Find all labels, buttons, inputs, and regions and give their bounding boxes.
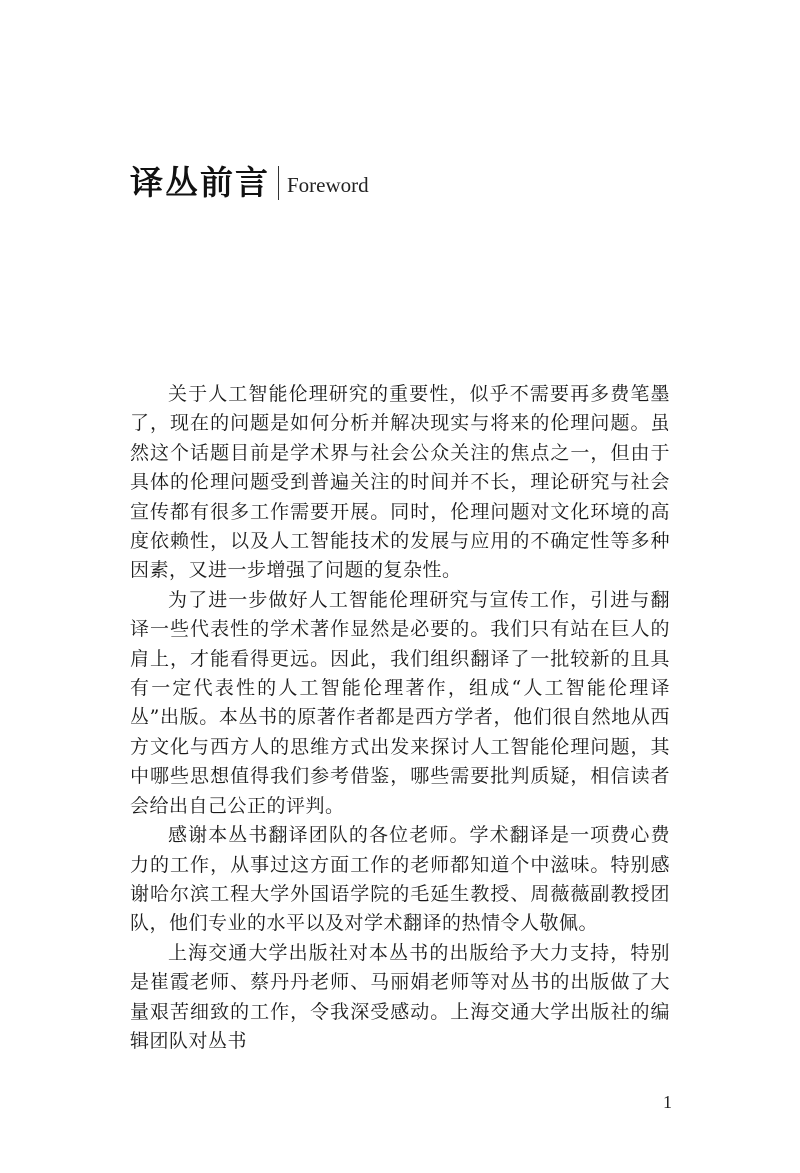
page-number: 1	[663, 1092, 672, 1112]
title-divider	[278, 166, 279, 200]
paragraph: 为了进一步做好人工智能伦理研究与宣传工作，引进与翻译一些代表性的学术著作显然是必要的。我们只有站在巨人的肩上，才能看得更远。因此，我们组织翻译了一批较新的且具有一定代表性的人工智能伦理著作，组成“人工智能伦理译丛”出版。本丛书的原著作者都是西方学者，他们很自然地从西方文化与西方人的思维方式出发来探讨人工智能伦理问题，其中哪些思想值得我们参考借鉴，哪些需要批判质疑，相信读者会给出自己公正的评判。	[130, 588, 670, 817]
paragraph: 感谢本丛书翻译团队的各位老师。学术翻译是一项费心费力的工作，从事过这方面工作的老师都知道个中滋味。特别感谢哈尔滨工程大学外国语学院的毛延生教授、周薇薇副教授团队，他们专业的水平以及对学术翻译的热情令人敬佩。	[130, 824, 670, 935]
paragraph: 关于人工智能伦理研究的重要性，似乎不需要再多费笔墨了，现在的问题是如何分析并解决现实与将来的伦理问题。虽然这个话题目前是学术界与社会公众关注的焦点之一，但由于具体的伦理问题受到普遍关注的时间并不长，理论研究与社会宣传都有很多工作需要开展。同时，伦理问题对文化环境的高度依赖性，以及人工智能技术的发展与应用的不确定性等多种因素，又进一步增强了问题的复杂性。	[130, 383, 670, 582]
chapter-title-chinese: 译丛前言	[130, 163, 270, 202]
chapter-title-english: Foreword	[287, 173, 369, 197]
paragraph: 上海交通大学出版社对本丛书的出版给予大力支持，特别是崔霞老师、蔡丹丹老师、马丽娟老师等对丛书的出版做了大量艰苦细致的工作，令我深受感动。上海交通大学出版社的编辑团队对丛书	[130, 941, 670, 1052]
body-text	[130, 380, 670, 1056]
chapter-heading	[130, 160, 369, 206]
